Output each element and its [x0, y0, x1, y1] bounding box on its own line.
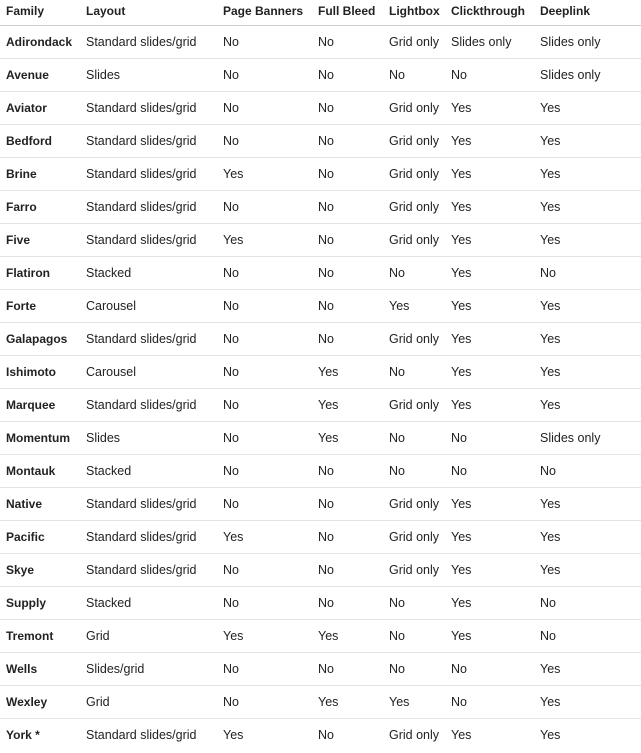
- family-cell: Flatiron: [0, 256, 80, 289]
- deeplink-cell: Yes: [534, 355, 641, 388]
- layout-cell: Grid: [80, 619, 217, 652]
- page-banners-cell: No: [217, 454, 312, 487]
- full-bleed-cell: No: [312, 124, 383, 157]
- lightbox-cell: Grid only: [383, 388, 445, 421]
- lightbox-cell: Grid only: [383, 520, 445, 553]
- full-bleed-cell: No: [312, 454, 383, 487]
- family-cell: Montauk: [0, 454, 80, 487]
- deeplink-cell: Yes: [534, 652, 641, 685]
- lightbox-cell: No: [383, 256, 445, 289]
- table-row: [0, 157, 641, 190]
- full-bleed-cell: No: [312, 487, 383, 520]
- lightbox-cell: Grid only: [383, 25, 445, 58]
- deeplink-cell: Yes: [534, 553, 641, 586]
- layout-cell: Carousel: [80, 355, 217, 388]
- family-cell: Farro: [0, 190, 80, 223]
- family-cell: Forte: [0, 289, 80, 322]
- full-bleed-cell: No: [312, 553, 383, 586]
- clickthrough-cell: Yes: [445, 322, 534, 355]
- deeplink-cell: No: [534, 454, 641, 487]
- table-row: [0, 124, 641, 157]
- clickthrough-cell: Yes: [445, 157, 534, 190]
- lightbox-cell: No: [383, 454, 445, 487]
- deeplink-cell: Yes: [534, 157, 641, 190]
- family-cell: Tremont: [0, 619, 80, 652]
- deeplink-cell: Yes: [534, 91, 641, 124]
- table-row: [0, 223, 641, 256]
- full-bleed-cell: No: [312, 223, 383, 256]
- deeplink-cell: Yes: [534, 322, 641, 355]
- deeplink-cell: No: [534, 256, 641, 289]
- layout-cell: Grid: [80, 685, 217, 718]
- page-banners-cell: No: [217, 685, 312, 718]
- clickthrough-cell: Yes: [445, 619, 534, 652]
- family-cell: York *: [6, 727, 40, 742]
- column-header-clickthrough: Clickthrough: [445, 0, 534, 25]
- page-banners-cell: No: [217, 289, 312, 322]
- clickthrough-cell: Yes: [451, 727, 472, 742]
- table-row: [0, 685, 641, 718]
- clickthrough-cell: Slides only: [445, 25, 534, 58]
- deeplink-cell: No: [534, 586, 641, 619]
- lightbox-cell: Grid only: [383, 190, 445, 223]
- full-bleed-cell: Yes: [312, 355, 383, 388]
- layout-cell: Stacked: [80, 586, 217, 619]
- family-cell: Native: [0, 487, 80, 520]
- layout-cell: Standard slides/grid: [80, 553, 217, 586]
- table-header-row: [0, 0, 641, 25]
- deeplink-cell: Yes: [534, 190, 641, 223]
- page-banners-cell: No: [217, 256, 312, 289]
- family-cell: Brine: [0, 157, 80, 190]
- deeplink-cell: Yes: [534, 685, 641, 718]
- page-banners-cell: No: [217, 58, 312, 91]
- family-cell: Pacific: [0, 520, 80, 553]
- family-cell: Marquee: [0, 388, 80, 421]
- full-bleed-cell: No: [312, 586, 383, 619]
- layout-cell: Standard slides/grid: [80, 25, 217, 58]
- page-banners-cell: No: [217, 91, 312, 124]
- lightbox-cell: Grid only: [383, 124, 445, 157]
- page-banners-cell: Yes: [217, 157, 312, 190]
- table-row: [0, 388, 641, 421]
- lightbox-cell: No: [383, 586, 445, 619]
- layout-cell: Standard slides/grid: [80, 388, 217, 421]
- clickthrough-cell: No: [445, 652, 534, 685]
- full-bleed-cell: No: [312, 25, 383, 58]
- full-bleed-cell: No: [318, 727, 334, 742]
- full-bleed-cell: Yes: [312, 619, 383, 652]
- layout-cell: Standard slides/grid: [80, 190, 217, 223]
- clickthrough-cell: Yes: [445, 289, 534, 322]
- page-banners-cell: No: [217, 421, 312, 454]
- page-banners-cell: Yes: [217, 520, 312, 553]
- page-banners-cell: Yes: [217, 619, 312, 652]
- clickthrough-cell: Yes: [445, 520, 534, 553]
- layout-cell: Standard slides/grid: [80, 520, 217, 553]
- table-row: [0, 289, 641, 322]
- table-row: [0, 619, 641, 652]
- family-cell: Bedford: [0, 124, 80, 157]
- column-header-full-bleed: Full Bleed: [312, 0, 383, 25]
- page-banners-cell: Yes: [217, 223, 312, 256]
- page-banners-cell: No: [217, 388, 312, 421]
- clickthrough-cell: No: [445, 58, 534, 91]
- clickthrough-cell: Yes: [445, 388, 534, 421]
- family-cell: Skye: [0, 553, 80, 586]
- deeplink-cell: Yes: [534, 289, 641, 322]
- column-header-layout: Layout: [80, 0, 217, 25]
- page-banners-cell: No: [217, 652, 312, 685]
- full-bleed-cell: No: [312, 289, 383, 322]
- clickthrough-cell: No: [445, 421, 534, 454]
- full-bleed-cell: No: [312, 256, 383, 289]
- layout-cell: Standard slides/grid: [80, 487, 217, 520]
- lightbox-cell: Grid only: [383, 157, 445, 190]
- table-row: [0, 190, 641, 223]
- family-cell: Supply: [0, 586, 80, 619]
- deeplink-cell: Yes: [534, 388, 641, 421]
- page-banners-cell: No: [217, 355, 312, 388]
- lightbox-cell: No: [383, 58, 445, 91]
- clickthrough-cell: Yes: [445, 355, 534, 388]
- table-row: [0, 58, 641, 91]
- lightbox-cell: Yes: [383, 289, 445, 322]
- full-bleed-cell: Yes: [312, 388, 383, 421]
- table-row: [0, 718, 641, 751]
- page-banners-cell: No: [217, 487, 312, 520]
- family-cell: Five: [0, 223, 80, 256]
- table-row: [0, 586, 641, 619]
- page-banners-cell: No: [217, 190, 312, 223]
- full-bleed-cell: No: [312, 157, 383, 190]
- layout-cell: Slides: [80, 421, 217, 454]
- clickthrough-cell: Yes: [445, 91, 534, 124]
- column-header-deeplink: Deeplink: [534, 0, 641, 25]
- layout-cell: Slides/grid: [80, 652, 217, 685]
- table-row: [0, 25, 641, 58]
- page-banners-cell: No: [217, 25, 312, 58]
- deeplink-cell: Slides only: [534, 58, 641, 91]
- full-bleed-cell: No: [312, 58, 383, 91]
- lightbox-cell: No: [383, 421, 445, 454]
- full-bleed-cell: Yes: [312, 421, 383, 454]
- family-cell: Avenue: [0, 58, 80, 91]
- column-header-lightbox: Lightbox: [383, 0, 445, 25]
- clickthrough-cell: Yes: [445, 190, 534, 223]
- column-header-family: Family: [0, 0, 80, 25]
- full-bleed-cell: No: [312, 190, 383, 223]
- layout-cell: Standard slides/grid: [80, 91, 217, 124]
- deeplink-cell: Yes: [534, 487, 641, 520]
- layout-cell: Standard slides/grid: [80, 322, 217, 355]
- table-row: [0, 652, 641, 685]
- table-row: [0, 421, 641, 454]
- lightbox-cell: Grid only: [383, 223, 445, 256]
- page-banners-cell: No: [217, 124, 312, 157]
- page-banners-cell: No: [217, 553, 312, 586]
- page-banners-cell: No: [217, 322, 312, 355]
- family-cell: Adirondack: [0, 25, 80, 58]
- deeplink-cell: Yes: [534, 520, 641, 553]
- page-banners-cell: Yes: [223, 727, 244, 742]
- family-cell: Momentum: [0, 421, 80, 454]
- deeplink-cell: No: [534, 619, 641, 652]
- deeplink-cell: Yes: [540, 727, 561, 742]
- lightbox-cell: Grid only: [383, 487, 445, 520]
- clickthrough-cell: Yes: [445, 487, 534, 520]
- lightbox-cell: Yes: [383, 685, 445, 718]
- table-row: [0, 487, 641, 520]
- table-row: [0, 355, 641, 388]
- clickthrough-cell: Yes: [445, 553, 534, 586]
- clickthrough-cell: Yes: [445, 586, 534, 619]
- table-row: [0, 520, 641, 553]
- column-header-page-banners: Page Banners: [217, 0, 312, 25]
- layout-cell: Standard slides/grid: [80, 157, 217, 190]
- family-cell: Wells: [0, 652, 80, 685]
- deeplink-cell: Slides only: [534, 25, 641, 58]
- clickthrough-cell: Yes: [445, 223, 534, 256]
- clickthrough-cell: Yes: [445, 124, 534, 157]
- page-banners-cell: No: [217, 586, 312, 619]
- clickthrough-cell: No: [445, 685, 534, 718]
- full-bleed-cell: No: [312, 520, 383, 553]
- family-cell: Aviator: [0, 91, 80, 124]
- lightbox-cell: No: [383, 355, 445, 388]
- lightbox-cell: No: [383, 652, 445, 685]
- lightbox-cell: No: [383, 619, 445, 652]
- clickthrough-cell: No: [445, 454, 534, 487]
- layout-cell: Stacked: [80, 454, 217, 487]
- full-bleed-cell: No: [312, 322, 383, 355]
- full-bleed-cell: No: [312, 652, 383, 685]
- deeplink-cell: Yes: [534, 124, 641, 157]
- lightbox-cell: Grid only: [383, 322, 445, 355]
- layout-cell: Stacked: [80, 256, 217, 289]
- family-cell: Wexley: [0, 685, 80, 718]
- layout-cell: Standard slides/grid: [80, 124, 217, 157]
- lightbox-cell: Grid only: [389, 727, 440, 742]
- table-row: [0, 454, 641, 487]
- table-row: [0, 322, 641, 355]
- full-bleed-cell: No: [312, 91, 383, 124]
- family-cell: Galapagos: [0, 322, 80, 355]
- clickthrough-cell: Yes: [445, 256, 534, 289]
- deeplink-cell: Slides only: [534, 421, 641, 454]
- table-body: [0, 25, 641, 751]
- table-row: [0, 91, 641, 124]
- layout-cell: Standard slides/grid: [80, 223, 217, 256]
- lightbox-cell: Grid only: [383, 553, 445, 586]
- deeplink-cell: Yes: [534, 223, 641, 256]
- layout-cell: Standard slides/grid: [86, 727, 197, 742]
- family-cell: Ishimoto: [0, 355, 80, 388]
- table-row: [0, 553, 641, 586]
- full-bleed-cell: Yes: [312, 685, 383, 718]
- layout-cell: Carousel: [80, 289, 217, 322]
- table-row: [0, 256, 641, 289]
- lightbox-cell: Grid only: [383, 91, 445, 124]
- layout-cell: Slides: [80, 58, 217, 91]
